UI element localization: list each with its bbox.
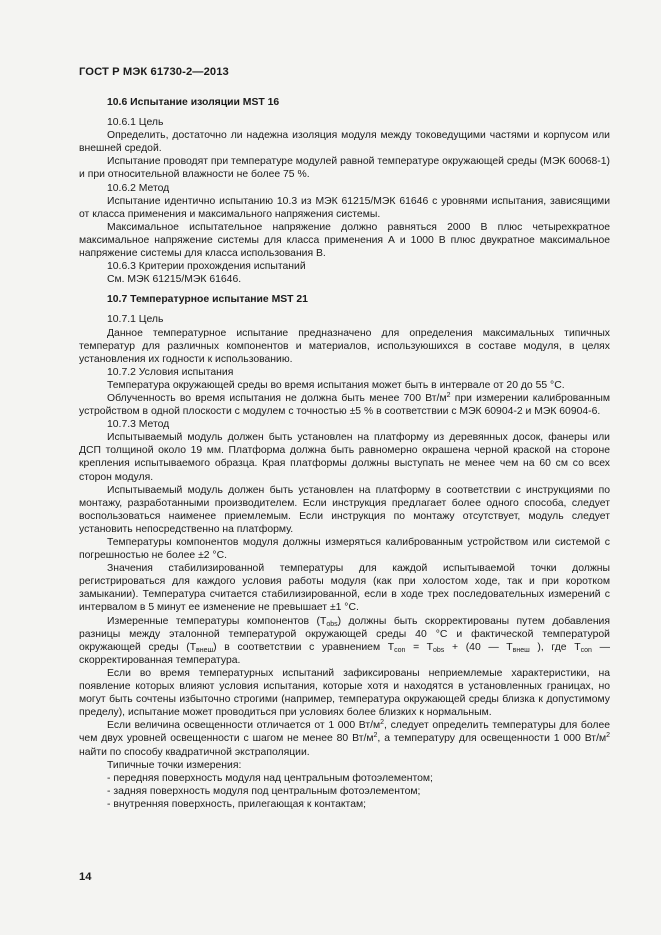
paragraph: Температуры компонентов модуля должны измеряться калиброванным устройством или системой с погрешностью не более ±2 °С. (79, 537, 610, 562)
paragraph: Температура окружающей среды во время испытания может быть в интервале от 20 до 55 °С. (107, 379, 565, 391)
paragraph: Испытываемый модуль должен быть установлен на платформу из деревянных досок, фанеры или ДСП толщиной около 19 мм. Платформа должна быть равномерно окрашена черной краской на стороне крепления испытываемого образца. Края платформы должны выступать не менее чем на 60 см со всех сторон модуля. (79, 432, 610, 483)
paragraph: Испытываемый модуль должен быть установлен на платформу в соответствии с инструкциями по монтажу, разработанными производителем. Если инструкция предлагает более одного способа, следует воспользоваться наименее приемлемым. Если инструкция по монтажу отсутствует, модуль следует установить непосредственно на платформу. (79, 484, 610, 535)
subsection-label: 10.7.2 Условия испытания (107, 366, 234, 378)
paragraph: Определить, достаточно ли надежна изоляция модуля между токоведущими частями и корпусом или внешней средой. (79, 130, 610, 155)
paragraph: Если величина освещенности отличается от 1 000 $Вт/м^2$, следует определить температуры для более чем двух уровней освещенности с шагом не менее 80 $Вт/м^2$, а температуру для освещенности 1 000 $Вт/м^2$ найти по способу квадратичной экстраполяции. (79, 719, 611, 758)
subsection-label: 10.6.1 Цель (107, 117, 164, 129)
subsection-label: 10.6.2 Метод (107, 182, 170, 194)
section-heading-10-7: 10.7 Температурное испытание MST 21 (107, 294, 308, 306)
paragraph: Измеренные температуры компонентов $(T_{obs})$ должны быть скорректированы путем добавления разницы между эталонной температурой окружающей среды 40 °С и фактической температурой окружающей среды $(T_{внеш})$ в соответствии с уравнением $T_{con} = T_{obs} + (40$ — $T_{внеш}$ ), где $T_{con}$ — скорректированная температура. (79, 615, 610, 666)
paragraph: См. МЭК 61215/МЭК 61646. (107, 274, 242, 286)
paragraph: Испытание идентично испытанию 10.3 из МЭК 61215/МЭК 61646 с уровнями испытания, зависящими от класса применения и максимального напряжения системы. (79, 195, 610, 220)
paragraph: Данное температурное испытание предназначено для определения максимальных типичных температур для различных компонентов и материалов, используюшихся в составе модуля, в целях установления их годности к использованию. (79, 327, 610, 365)
paragraph: Облученность во время испытания не должна быть менее 700 $Вт/м^2$ при измерении калиброванным устройством в одной плоскости с модулем с точностью ±5 % в соответствии с МЭК 60904-2 и МЭК 60904-6. (79, 391, 610, 418)
paragraph: Значения стабилизированной температуры для каждой испытываемой точки должны регистрироваться для каждого условия работы модуля (как при холостом ходе, так и при коротком замыкании). Температура считается стабилизированной, если в ходе трех последовательных измерений с интервалом в 5 минут ее изменение не превышает ±1 °С. (79, 563, 610, 614)
paragraph: Типичные точки измерения: (107, 759, 242, 771)
list-item: - внутренняя поверхность, прилегающая к контактам; (107, 798, 367, 810)
document-header: ГОСТ Р МЭК 61730-2—2013 (79, 66, 229, 78)
subsection-label: 10.6.3 Критерии прохождения испытаний (107, 261, 306, 273)
document-body (79, 96, 610, 811)
paragraph: Максимальное испытательное напряжение должно равняться 2000 В плюс четырехкратное максимальное напряжение системы для класса применения А и 1000 В плюс двукратное максимальное напряжение системы для класса использования В. (79, 221, 610, 260)
section-heading-10-6: 10.6 Испытание изоляции MST 16 (107, 97, 280, 108)
subsection-label: 10.7.3 Метод (107, 419, 170, 431)
page-number: 14 (79, 871, 92, 883)
list-item: - задняя поверхность модуля под центральным фотоэлементом; (107, 785, 421, 797)
subsection-label: 10.7.1 Цель (107, 314, 164, 326)
paragraph: Если во время температурных испытаний зафиксированы неприемлемые характеристики, на появление которых влияют условия испытания, которые хотя и находятся в установленных границах, но могут быть сочтены избыточно строгими (например, температура окружающей среды близка к допустимому пределу), испытание может проводиться при условиях более близких к нормальным. (79, 667, 610, 719)
paragraph: Испытание проводят при температуре модулей равной температуре окружающей среды (МЭК 60068-1) и при относительной влажности не более 75 %. (79, 156, 610, 181)
list-item: - передняя поверхность модуля над центральным фотоэлементом; (107, 772, 433, 784)
